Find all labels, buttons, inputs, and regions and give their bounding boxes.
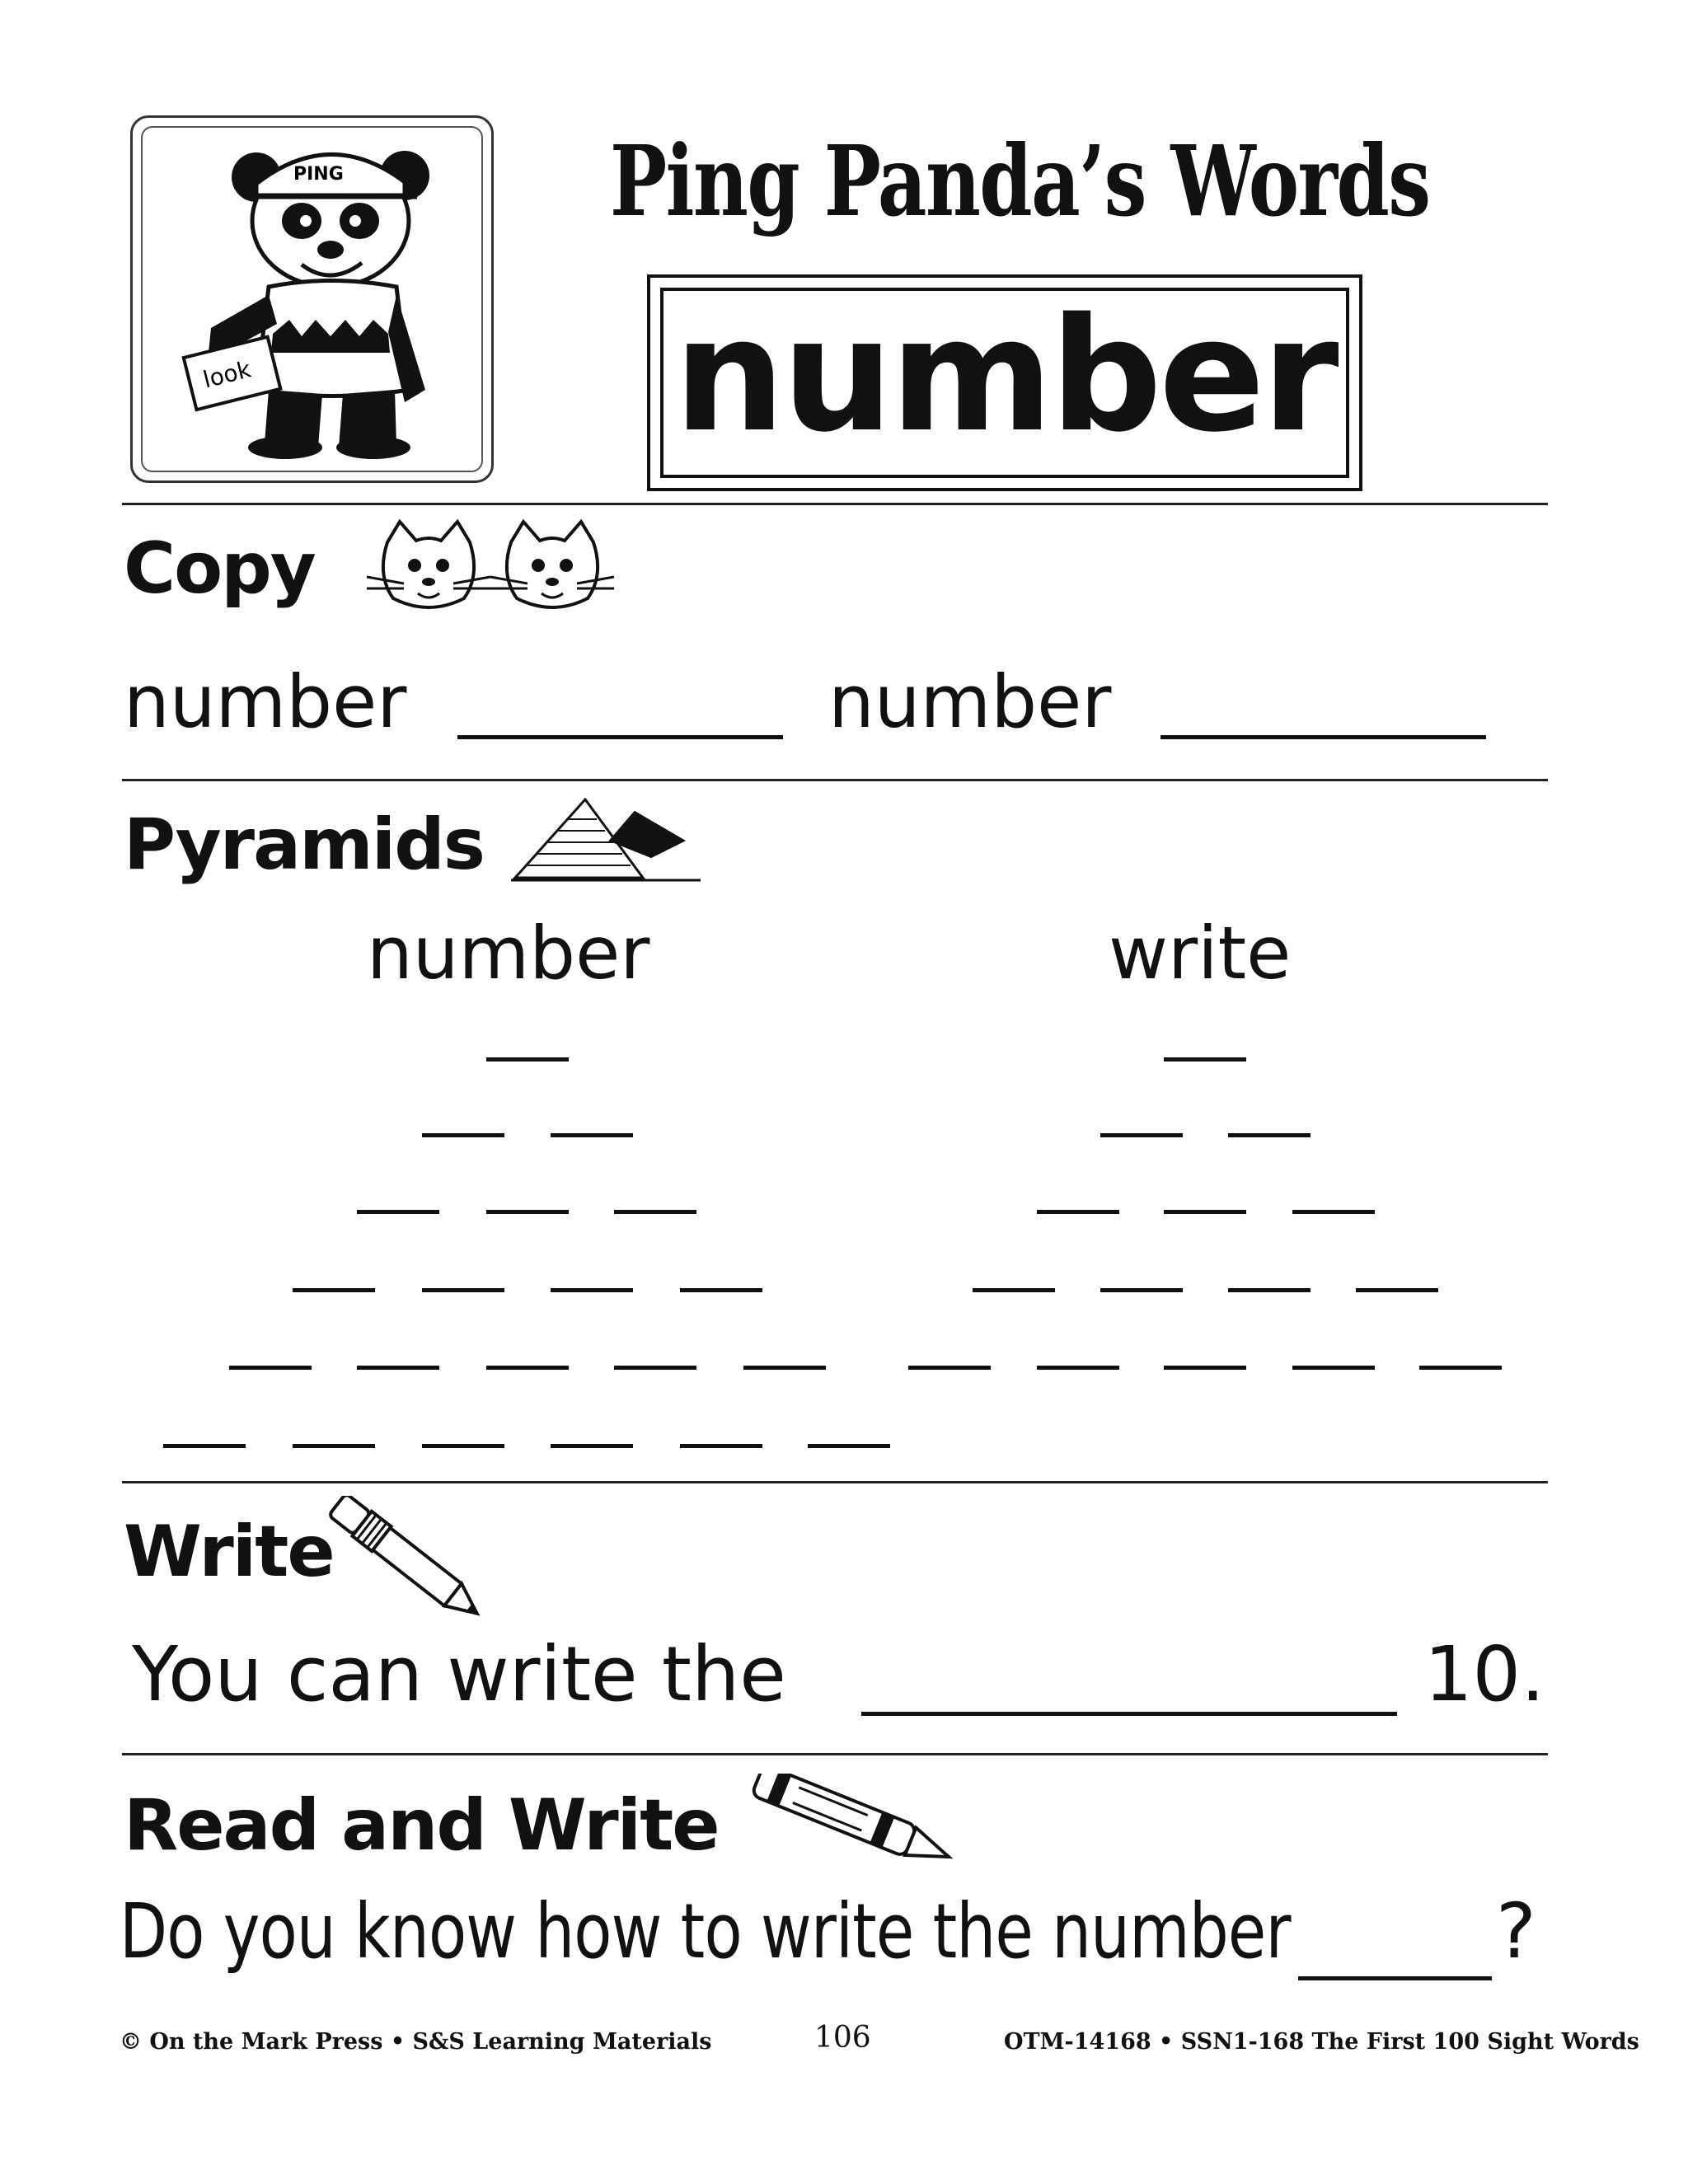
pyramid-blank[interactable] <box>357 1210 439 1214</box>
pyramid-blank[interactable] <box>1228 1133 1311 1137</box>
copy-word-1: number <box>124 659 407 744</box>
pyramid-blank[interactable] <box>486 1366 569 1370</box>
copy-blank-1[interactable] <box>457 735 783 739</box>
copy-blank-2[interactable] <box>1160 735 1486 739</box>
read-and-write-heading: Read and Write <box>124 1784 719 1867</box>
divider <box>122 503 1548 505</box>
pyramid-blank[interactable] <box>1228 1288 1311 1292</box>
footer-publisher: © On the Mark Press • S&S Learning Materials <box>120 2029 712 2055</box>
write-heading: Write <box>124 1511 334 1593</box>
read-write-blank[interactable] <box>1298 1976 1492 1980</box>
pyramid-blank[interactable] <box>422 1288 504 1292</box>
pyramid-blank[interactable] <box>422 1444 504 1448</box>
pyramid-blank[interactable] <box>229 1366 312 1370</box>
pyramid-blank[interactable] <box>163 1444 246 1448</box>
crayon-icon <box>742 1774 968 1864</box>
pyramids-icon <box>511 791 701 886</box>
pyramid-blank[interactable] <box>1037 1366 1119 1370</box>
pyramid-blank[interactable] <box>1292 1210 1375 1214</box>
copy-word-2: number <box>828 659 1112 744</box>
copy-heading: Copy <box>124 527 315 610</box>
pyramid-left-word: number <box>367 911 650 996</box>
page-title: Ping Panda’s Words <box>610 124 1430 238</box>
pyramid-blank[interactable] <box>1356 1288 1438 1292</box>
pyramid-blank[interactable] <box>1164 1057 1246 1062</box>
pyramid-blank[interactable] <box>743 1366 826 1370</box>
pyramid-blank[interactable] <box>1100 1288 1183 1292</box>
read-write-sentence-end: ? <box>1496 1887 1536 1975</box>
divider <box>122 1481 1548 1483</box>
footer-page-number: 106 <box>814 2021 871 2055</box>
pyramid-blank[interactable] <box>486 1210 569 1214</box>
write-sentence-end: 10. <box>1424 1630 1545 1718</box>
pyramid-blank[interactable] <box>908 1366 991 1370</box>
pyramid-blank[interactable] <box>293 1444 375 1448</box>
pyramid-blank[interactable] <box>551 1133 633 1137</box>
pyramid-blank[interactable] <box>551 1444 633 1448</box>
footer-product-code: OTM-14168 • SSN1-168 The First 100 Sight Words <box>1004 2029 1639 2055</box>
pyramid-blank[interactable] <box>680 1288 762 1292</box>
pyramid-right-word: write <box>1109 911 1292 996</box>
pyramid-blank[interactable] <box>614 1210 696 1214</box>
panda-card-text: look <box>200 355 254 394</box>
pyramid-blank[interactable] <box>1164 1366 1246 1370</box>
write-sentence-start: You can write the <box>132 1630 786 1718</box>
panda-illustration <box>133 118 491 480</box>
pyramid-blank[interactable] <box>486 1057 569 1062</box>
pencil-icon <box>323 1496 488 1619</box>
divider <box>122 1753 1548 1755</box>
sight-word: number <box>673 284 1336 466</box>
pyramid-blank[interactable] <box>808 1444 890 1448</box>
pyramid-blank[interactable] <box>422 1133 504 1137</box>
pyramid-blank[interactable] <box>357 1366 439 1370</box>
read-write-sentence-start: Do you know how to write the number <box>120 1887 1291 1975</box>
write-blank[interactable] <box>861 1712 1397 1716</box>
pyramid-blank[interactable] <box>680 1444 762 1448</box>
pyramid-blank[interactable] <box>1037 1210 1119 1214</box>
pyramid-blank[interactable] <box>1100 1133 1183 1137</box>
panda-cap-text: PING <box>293 164 344 185</box>
sight-word-box <box>647 274 1362 491</box>
pyramid-blank[interactable] <box>551 1288 633 1292</box>
pyramid-blank[interactable] <box>1292 1366 1375 1370</box>
pyramid-blank[interactable] <box>614 1366 696 1370</box>
pyramid-blank[interactable] <box>293 1288 375 1292</box>
pyramids-heading: Pyramids <box>124 804 484 886</box>
pyramid-blank[interactable] <box>1419 1366 1502 1370</box>
panda-illustration-frame <box>130 115 494 483</box>
divider <box>122 779 1548 781</box>
cat-faces-icon <box>367 518 631 616</box>
pyramid-blank[interactable] <box>1164 1210 1246 1214</box>
pyramid-blank[interactable] <box>973 1288 1055 1292</box>
